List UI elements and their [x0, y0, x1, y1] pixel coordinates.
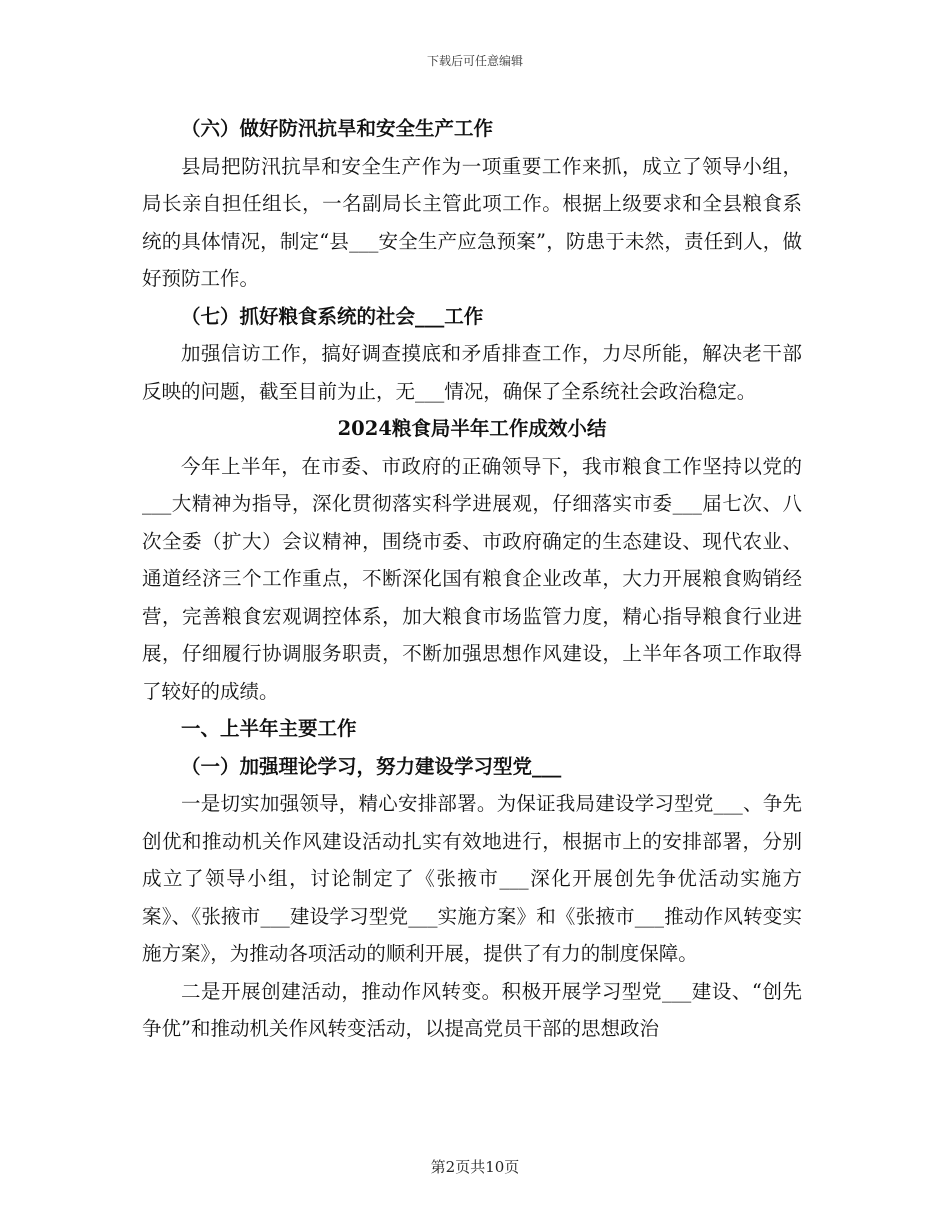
- section-heading-6: （六）做好防汛抗旱和安全生产工作: [181, 117, 494, 140]
- section-heading-1: 一、上半年主要工作: [181, 717, 357, 740]
- document-body: [142, 110, 802, 1048]
- page-number: 第2页共10页: [430, 1158, 520, 1176]
- page-header: 下载后可任意编辑: [426, 54, 523, 68]
- body-paragraph: 今年上半年，在市委、市政府的正确领导下，我市粮食工作坚持以党的___大精神为指导，深化贯彻落实科学进展观，仔细落实市委___届七次、八次全委（扩大）会议精神，围绕市委、市政府确定的生态建设、现代农业、通道经济三个工作重点，不断深化国有粮食企业改革，大力开展粮食购销经营，完善粮食宏观调控体系，加大粮食市场监管力度，精心指导粮食行业进展，仔细履行协调服务职责，不断加强思想作风建设，上半年各项工作取得了较好的成绩。: [142, 454, 802, 703]
- body-paragraph: 一是切实加强领导，精心安排部署。为保证我局建设学习型党___、争先创优和推动机关作风建设活动扎实有效地进行，根据市上的安排部署，分别成立了领导小组，讨论制定了《张掖市___深化开展创先争优活动实施方案》、《张掖市___建设学习型党___实施方案》和《张掖市___推动作风转变实施方案》，为推动各项活动的顺利开展，提供了有力的制度保障。: [142, 792, 802, 965]
- document-title: 2024粮食局半年工作成效小结: [337, 417, 607, 440]
- section-heading-7: （七）抓好粮食系统的社会___工作: [181, 304, 484, 328]
- subsection-heading-1: （一）加强理论学习，努力建设学习型党___: [181, 754, 562, 778]
- body-paragraph: 加强信访工作，搞好调查摸底和矛盾排查工作，力尽所能，解决老干部反映的问题，截至目前为止，无___情况，确保了全系统社会政治稳定。: [142, 342, 802, 403]
- body-paragraph: 县局把防汛抗旱和安全生产作为一项重要工作来抓，成立了领导小组，局长亲自担任组长，一名副局长主管此项工作。根据上级要求和全县粮食系统的具体情况，制定“县___安全生产应急预案”，防患于未然，责任到人，做好预防工作。: [142, 154, 802, 290]
- body-paragraph: 二是开展创建活动，推动作风转变。积极开展学习型党___建设、“创先争优”和推动机关作风转变活动，以提高党员干部的思想政治: [142, 979, 802, 1040]
